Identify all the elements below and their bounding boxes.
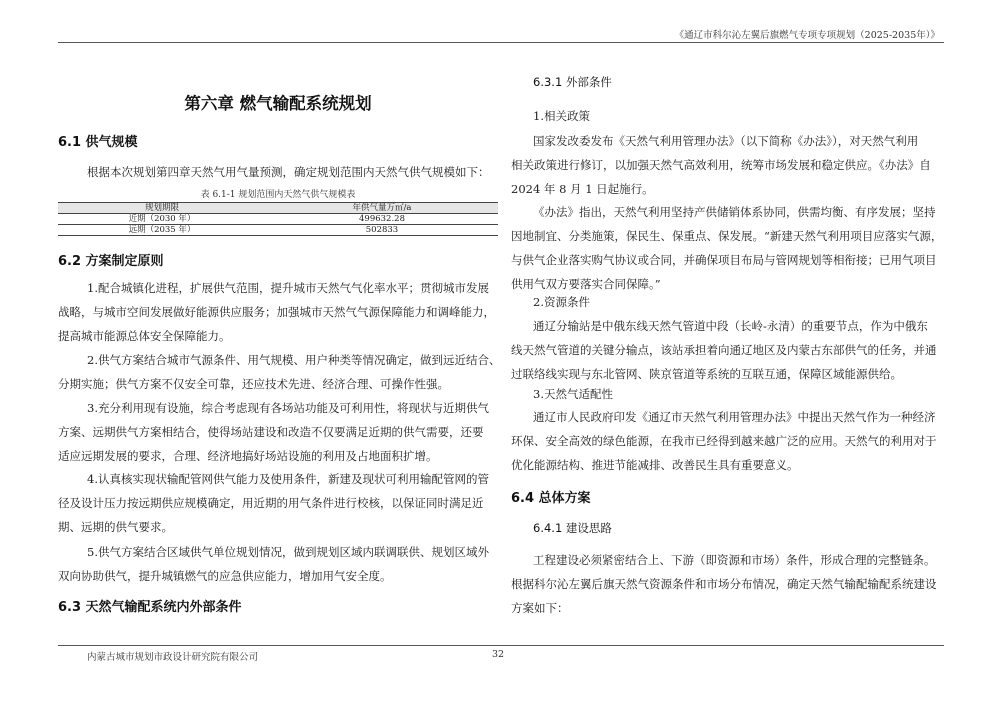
subsection-6-4-1-title: 6.4.1 建设思路 (533, 521, 612, 535)
page-number: 32 (492, 649, 505, 660)
table-cell: 近期（2030 年） (58, 214, 266, 225)
section-6-1-title: 6.1 供气规模 (58, 135, 138, 150)
table-cell: 502833 (266, 225, 498, 236)
construction-paragraph: 工程建设必须紧密结合上、下游（即资源和市场）条件，形成合理的完整链条。 根据科尔沁左翼后旗天然气资源条件和市场分布情况，确定天然气输配输配系统建设 方案如下： (511, 553, 937, 615)
subsection-6-3-1-title: 6.3.1 外部条件 (533, 75, 612, 89)
table-row (58, 225, 498, 236)
policy-paragraph: 国家发改委发布《天然气利用管理办法》（以下简称《办法》），对天然气利用 相关政策进行修订，以加强天然气高效利用，统筹市场发展和稳定供应。《办法》自 2024 年 8 月 1 日起施行。 (511, 134, 931, 196)
principle-2: 2.供气方案结合城市气源条件、用气规模、用户种类等情况确定，做到远近结合、 分期实施；供气方案不仅安全可靠，还应技术先进、经济合理、可操作性强。 (58, 353, 501, 391)
section-6-3-title: 6.3 天然气输配系统内外部条件 (58, 600, 242, 615)
footer-organization: 内蒙古城市规划市政设计研究院有限公司 (87, 652, 259, 663)
table-caption: 表 6.1-1 规划范围内天然气供气规模表 (200, 190, 356, 200)
adaptability-paragraph: 通辽市人民政府印发《通辽市天然气利用管理办法》中提出天然气作为一种经济 环保、安全高效的绿色能源，在我市已经得到越来越广泛的应用。天然气的利用对于 优化能源结构、推进节能减排、改善民生具有重要意义。 (511, 410, 937, 472)
item-policy-label: 1.相关政策 (533, 109, 590, 123)
item-resource-label: 2.资源条件 (533, 295, 590, 309)
chapter-title: 第六章 燃气输配系统规划 (184, 94, 372, 113)
section-6-2-title: 6.2 方案制定原则 (58, 254, 164, 269)
principle-3: 3.充分利用现有设施，综合考虑现有各场站功能及可利用性，将现状与近期供气 方案、远期供气方案相结合，使得场站建设和改造不仅要满足近期的供气需要，还要 适应远期发展的要求，合理、经济地搞好场站设施的利用及占地面积扩增。 (58, 401, 489, 463)
table-row (58, 214, 498, 225)
table-header-cell: 年供气量万㎡/a (266, 203, 498, 214)
principle-1: 1.配合城镇化进程，扩展供气范围，提升城市天然气气化率水平；贯彻城市发展 战略，与城市空间发展做好能源供应服务；加强城市天然气气源保障能力和调峰能力， 提高城市能源总体安全保障能力。 (58, 281, 495, 343)
table-header-row (58, 203, 498, 214)
table-cell: 499632.28 (266, 214, 498, 225)
running-header: 《通辽市科尔沁左翼后旗燃气专项专项规划（2025-2035年）》 (674, 30, 940, 41)
header-divider (58, 42, 944, 43)
item-adaptability-label: 3.天然气适配性 (533, 387, 613, 401)
resource-paragraph: 通辽分输站是中俄东线天然气管道中段（长岭-永清）的重要节点，作为中俄东 线天然气管道的关键分输点，该站承担着向通辽地区及内蒙古东部供气的任务，并通 过联络线实现与东北管网、陕京管道等系统的互联互通，保障区域能源供给。 (511, 319, 937, 381)
supply-scale-table (58, 202, 498, 236)
table-cell: 远期（2035 年） (58, 225, 266, 236)
section-6-1-paragraph: 根据本次规划第四章天然气用气量预测，确定规划范围内天然气供气规模如下： (87, 165, 490, 179)
footer-divider (58, 645, 944, 646)
section-6-4-title: 6.4 总体方案 (511, 491, 591, 506)
policy-quote-paragraph: 《办法》指出，天然气利用坚持产供储销体系协同，供需均衡、有序发展；坚持 因地制宜、分类施策，保民生、保重点、保发展。“新建天然气利用项目应落实气源， 与供气企业落实购气协议或合同，并确保项目布局与管网规划等相衔接；已用气项目 供用气双方要落实合同保障。” (511, 205, 943, 291)
table-header-cell: 规划期限 (58, 203, 266, 214)
principle-4: 4.认真核实现状输配管网供气能力及使用条件，新建及现状可利用输配管网的管 径及设计压力按远期供应规模确定，用近期的用气条件进行校核，以保证同时满足近 期、远期的供气要求。 (58, 472, 489, 534)
principle-5: 5.供气方案结合区域供气单位规划情况，做到规划区域内联调联供、规划区域外 双向协助供气，提升城镇燃气的应急供应能力，增加用气安全度。 (58, 545, 489, 583)
